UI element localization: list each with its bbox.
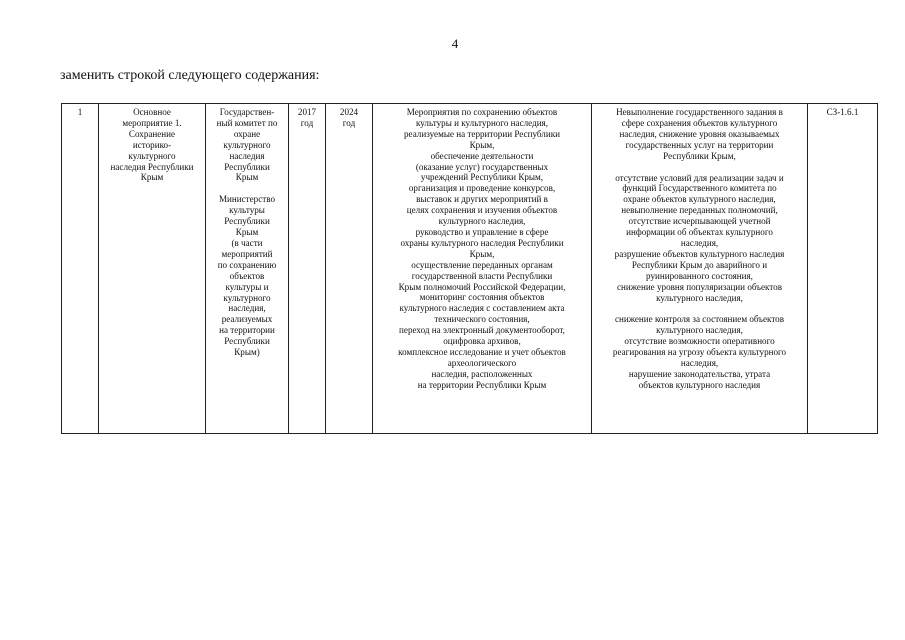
content-line: технического состояния, <box>434 314 530 325</box>
content-line: на территории Республики Крым <box>417 379 547 390</box>
cell-executors <box>206 104 289 434</box>
executor-line: на территории <box>219 325 275 336</box>
intro-text: заменить строкой следующего содержания: <box>60 68 320 83</box>
content-line: Мероприятия по сохранению объектов <box>406 107 558 117</box>
event-line: культурного <box>128 150 176 161</box>
indicator-code: СЗ-1.6.1 <box>826 107 859 117</box>
consequence-line: снижение контроля за состоянием объектов <box>614 314 785 325</box>
content-line: выставок и других мероприятий в <box>416 194 548 205</box>
cell-event <box>99 104 206 434</box>
end-year-line: год <box>342 117 356 128</box>
consequence-line: снижение уровня популяризации объектов <box>616 281 782 292</box>
content-line: Крым, <box>469 248 495 259</box>
consequence-line: наследия, снижение уровня оказываемых <box>619 128 780 139</box>
cell-consequences <box>592 104 808 434</box>
content-line: Крым, <box>469 139 495 150</box>
executor-line: Министерство <box>218 194 276 205</box>
consequence-line: объектов культурного наследия <box>638 379 761 390</box>
content-line: переход на электронный документооборот, <box>399 325 565 336</box>
consequence-line: государственных услуг на территории <box>625 139 774 150</box>
content-line: наследия, расположенных <box>431 368 533 379</box>
executor-line: Республики <box>224 216 270 227</box>
consequence-line: Невыполнение государственного задания в <box>616 107 783 117</box>
consequence-line: Республики Крым, <box>663 150 736 161</box>
content-line: (оказание услуг) государственных <box>415 161 549 172</box>
consequence-line: отсутствие условий для реализации задач и <box>615 172 784 183</box>
consequence-line: реагирования на угрозу объекта культурного <box>612 347 787 358</box>
event-line: наследия Республики <box>110 161 194 172</box>
cell-start-year <box>289 104 326 434</box>
executor-line: объектов <box>229 270 265 281</box>
consequence-line: информации об объектах культурного <box>626 227 773 238</box>
consequence-line: руинированного состояния, <box>646 270 753 281</box>
cell-number <box>62 104 99 434</box>
content-line: реализуемые на территории Республики <box>404 128 560 139</box>
executor-line: Крым) <box>234 347 260 358</box>
executor-line: по сохранению <box>217 259 277 270</box>
group-spacer <box>594 162 805 173</box>
event-line: мероприятие 1. <box>122 117 182 128</box>
executor-line: наследия, <box>228 303 266 314</box>
content-line: культурного наследия с составлением акта <box>399 303 565 314</box>
executor-line: культуры и <box>225 281 269 292</box>
executor-line: культурного <box>223 292 271 303</box>
content-line: мониторинг состояния объектов <box>419 292 545 303</box>
consequence-line: наследия, <box>680 237 719 248</box>
content-line: обеспечение деятельности <box>430 150 534 161</box>
cell-end-year <box>326 104 373 434</box>
executor-line: Крым <box>235 227 259 238</box>
event-line: Крым <box>140 172 164 183</box>
start-year-line: год <box>300 117 314 128</box>
consequence-line: функций Государственного комитета по <box>622 183 777 194</box>
start-year-line: 2017 <box>297 107 317 117</box>
consequence-line: разрушение объектов культурного наследия <box>614 248 785 259</box>
executor-line: (в части <box>231 237 263 248</box>
executor-line: Республики <box>224 161 270 172</box>
consequence-line: охране объектов культурного наследия, <box>623 194 776 205</box>
content-line: охраны культурного наследия Республики <box>400 237 564 248</box>
page-number: 4 <box>451 36 459 51</box>
table-row <box>62 104 878 434</box>
cell-code <box>808 104 878 434</box>
executor-line: Республики <box>224 336 270 347</box>
executor-line: реализуемых <box>221 314 273 325</box>
consequence-line: нарушение законодательства, утрата <box>628 368 771 379</box>
content-line: комплексное исследование и учет объектов <box>398 346 566 357</box>
cell-content <box>373 104 592 434</box>
consequence-line: отсутствие исчерпывающей учетной <box>628 216 771 227</box>
consequence-line: культурного наследия, <box>656 325 743 336</box>
content-line: целях сохранения и изучения объектов <box>406 205 558 216</box>
executor-line: Государствен- <box>219 107 275 117</box>
event-line: Основное <box>133 107 171 117</box>
event-line: историко- <box>132 139 172 150</box>
consequence-line: отсутствие возможности оперативного <box>624 336 775 347</box>
executor-line: мероприятий <box>221 248 273 259</box>
executor-line: Крым <box>235 172 259 183</box>
consequence-line: Республики Крым до аварийного и <box>631 259 768 270</box>
consequence-line: наследия, <box>680 358 719 369</box>
content-line: археологического <box>447 357 517 368</box>
content-line: оцифровка архивов, <box>443 336 521 347</box>
executor-line: охране <box>233 128 261 139</box>
consequence-line: невыполнение переданных полномочий, <box>621 205 778 216</box>
end-year-line: 2024 <box>339 107 359 117</box>
group-spacer <box>594 303 805 314</box>
row-number: 1 <box>77 107 83 117</box>
consequence-line: культурного наследия, <box>656 292 743 303</box>
content-line: Крым полномочий Российской Федерации, <box>398 281 566 292</box>
executor-line: ный комитет по <box>216 117 278 128</box>
executor-line: культурного <box>223 139 271 150</box>
content-line: руководство и управление в сфере <box>415 226 549 237</box>
content-line: государственной власти Республики <box>411 270 553 281</box>
content-line: осуществление переданных органам <box>411 259 553 270</box>
content-line: учреждений Республики Крым, <box>420 172 544 183</box>
consequence-line: сфере сохранения объектов культурного <box>621 117 778 128</box>
program-table <box>61 103 878 434</box>
content-line: организация и проведение конкурсов, <box>408 183 556 194</box>
executor-line: наследия <box>229 150 265 161</box>
executor-line: культуры <box>229 205 265 216</box>
event-line: Сохранение <box>128 128 176 139</box>
content-line: культуры и культурного наследия, <box>415 117 549 128</box>
content-line: культурного наследия, <box>438 216 526 227</box>
